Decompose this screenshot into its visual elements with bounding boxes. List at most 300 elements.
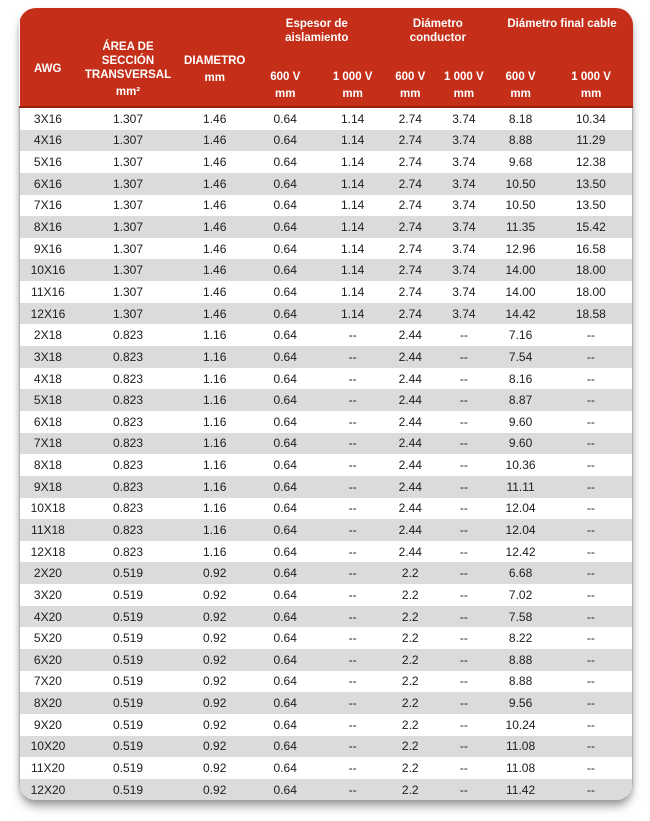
value-cell: 2.74 bbox=[384, 259, 436, 281]
value-cell: 2.74 bbox=[384, 173, 436, 195]
value-cell: 0.92 bbox=[180, 562, 249, 584]
group-header-espesor-aislamiento bbox=[249, 8, 384, 48]
value-cell: 6.68 bbox=[491, 562, 549, 584]
value-cell: -- bbox=[321, 562, 384, 584]
table-row bbox=[20, 692, 633, 714]
value-cell: 2.74 bbox=[384, 130, 436, 152]
awg-cell: 11X18 bbox=[20, 519, 76, 541]
value-cell: 1.16 bbox=[180, 346, 249, 368]
value-cell: 0.519 bbox=[76, 714, 180, 736]
value-cell: -- bbox=[436, 649, 491, 671]
value-cell: 2.74 bbox=[384, 303, 436, 325]
value-cell: 1.16 bbox=[180, 541, 249, 563]
table-row bbox=[20, 606, 633, 628]
awg-cell: 8X16 bbox=[20, 216, 76, 238]
value-cell: 1.307 bbox=[76, 259, 180, 281]
value-cell: 2.74 bbox=[384, 216, 436, 238]
value-cell: 0.64 bbox=[249, 433, 321, 455]
awg-cell: 5X18 bbox=[20, 389, 76, 411]
value-cell: -- bbox=[321, 368, 384, 390]
value-cell: 1.307 bbox=[76, 151, 180, 173]
value-cell: -- bbox=[436, 476, 491, 498]
value-cell: 0.64 bbox=[249, 324, 321, 346]
table-row bbox=[20, 736, 633, 758]
table-row bbox=[20, 151, 633, 173]
table-row bbox=[20, 779, 633, 800]
awg-cell: 12X16 bbox=[20, 303, 76, 325]
value-cell: -- bbox=[436, 541, 491, 563]
value-cell: -- bbox=[550, 541, 633, 563]
value-cell: 0.823 bbox=[76, 519, 180, 541]
table-row bbox=[20, 389, 633, 411]
value-cell: 1.14 bbox=[321, 238, 384, 260]
value-cell: 1.46 bbox=[180, 173, 249, 195]
col-header-area-label: ÁREA DE SECCIÓN TRANSVERSAL bbox=[84, 40, 172, 81]
value-cell: 8.18 bbox=[491, 107, 549, 130]
value-cell: 2.44 bbox=[384, 541, 436, 563]
value-cell: 0.64 bbox=[249, 498, 321, 520]
value-cell: 2.2 bbox=[384, 714, 436, 736]
value-cell: 0.64 bbox=[249, 627, 321, 649]
value-cell: 2.2 bbox=[384, 757, 436, 779]
value-cell: 3.74 bbox=[436, 259, 491, 281]
value-cell: 0.64 bbox=[249, 368, 321, 390]
value-cell: -- bbox=[550, 454, 633, 476]
value-cell: 11.08 bbox=[491, 736, 549, 758]
value-cell: 1.46 bbox=[180, 151, 249, 173]
value-cell: 0.64 bbox=[249, 519, 321, 541]
value-cell: 0.64 bbox=[249, 692, 321, 714]
value-cell: 11.08 bbox=[491, 757, 549, 779]
value-cell: -- bbox=[550, 433, 633, 455]
sub-header-espesor-600v: 600 V mm bbox=[249, 48, 321, 107]
value-cell: 2.2 bbox=[384, 692, 436, 714]
value-cell: 1.14 bbox=[321, 259, 384, 281]
value-cell: -- bbox=[321, 606, 384, 628]
value-cell: 2.44 bbox=[384, 389, 436, 411]
value-cell: -- bbox=[550, 519, 633, 541]
sub-header-final-1000v: 1 000 V mm bbox=[550, 48, 633, 107]
awg-cell: 10X16 bbox=[20, 259, 76, 281]
value-cell: 0.92 bbox=[180, 584, 249, 606]
value-cell: 15.42 bbox=[550, 216, 633, 238]
value-cell: 0.92 bbox=[180, 606, 249, 628]
table-row bbox=[20, 454, 633, 476]
value-cell: 0.64 bbox=[249, 389, 321, 411]
value-cell: -- bbox=[321, 519, 384, 541]
value-cell: 12.38 bbox=[550, 151, 633, 173]
value-cell: 2.74 bbox=[384, 151, 436, 173]
awg-cell: 8X18 bbox=[20, 454, 76, 476]
awg-cell: 5X16 bbox=[20, 151, 76, 173]
value-cell: 2.2 bbox=[384, 736, 436, 758]
awg-cell: 8X20 bbox=[20, 692, 76, 714]
value-cell: 1.14 bbox=[321, 173, 384, 195]
value-cell: 2.44 bbox=[384, 346, 436, 368]
value-cell: 9.56 bbox=[491, 692, 549, 714]
value-cell: 12.04 bbox=[491, 498, 549, 520]
value-cell: -- bbox=[321, 627, 384, 649]
value-cell: -- bbox=[436, 368, 491, 390]
value-cell: 0.64 bbox=[249, 584, 321, 606]
value-cell: 14.42 bbox=[491, 303, 549, 325]
awg-cell: 7X20 bbox=[20, 671, 76, 693]
value-cell: 1.16 bbox=[180, 433, 249, 455]
value-cell: 2.74 bbox=[384, 107, 436, 130]
value-cell: -- bbox=[436, 606, 491, 628]
table-row bbox=[20, 259, 633, 281]
value-cell: -- bbox=[550, 324, 633, 346]
value-cell: 0.64 bbox=[249, 454, 321, 476]
value-cell: 7.54 bbox=[491, 346, 549, 368]
value-cell: -- bbox=[550, 498, 633, 520]
value-cell: 2.44 bbox=[384, 454, 436, 476]
value-cell: -- bbox=[550, 692, 633, 714]
value-cell: 1.307 bbox=[76, 216, 180, 238]
value-cell: 1.16 bbox=[180, 519, 249, 541]
awg-cell: 2X18 bbox=[20, 324, 76, 346]
awg-cell: 2X20 bbox=[20, 562, 76, 584]
awg-cell: 9X16 bbox=[20, 238, 76, 260]
value-cell: 0.92 bbox=[180, 779, 249, 800]
value-cell: 0.823 bbox=[76, 346, 180, 368]
value-cell: -- bbox=[321, 324, 384, 346]
value-cell: 0.64 bbox=[249, 757, 321, 779]
value-cell: 0.519 bbox=[76, 627, 180, 649]
value-cell: -- bbox=[436, 562, 491, 584]
value-cell: 0.64 bbox=[249, 281, 321, 303]
sub-header-espesor-1000v: 1 000 V mm bbox=[321, 48, 384, 107]
col-header-diametro-unit: mm bbox=[204, 71, 225, 84]
value-cell: 2.74 bbox=[384, 195, 436, 217]
table-row bbox=[20, 541, 633, 563]
value-cell: 3.74 bbox=[436, 238, 491, 260]
table-row bbox=[20, 130, 633, 152]
value-cell: 0.64 bbox=[249, 238, 321, 260]
value-cell: 0.823 bbox=[76, 498, 180, 520]
value-cell: 11.42 bbox=[491, 779, 549, 800]
value-cell: 2.2 bbox=[384, 649, 436, 671]
value-cell: 3.74 bbox=[436, 173, 491, 195]
value-cell: 14.00 bbox=[491, 281, 549, 303]
value-cell: -- bbox=[321, 649, 384, 671]
value-cell: 1.14 bbox=[321, 151, 384, 173]
value-cell: 0.64 bbox=[249, 714, 321, 736]
value-cell: 0.519 bbox=[76, 736, 180, 758]
cable-spec-table bbox=[19, 8, 633, 800]
value-cell: 1.46 bbox=[180, 259, 249, 281]
table-header bbox=[20, 8, 633, 107]
value-cell: -- bbox=[436, 324, 491, 346]
value-cell: 1.46 bbox=[180, 130, 249, 152]
value-cell: 9.60 bbox=[491, 411, 549, 433]
value-cell: 1.307 bbox=[76, 173, 180, 195]
table-row bbox=[20, 107, 633, 130]
value-cell: 0.64 bbox=[249, 671, 321, 693]
value-cell: -- bbox=[550, 649, 633, 671]
value-cell: -- bbox=[321, 433, 384, 455]
value-cell: 3.74 bbox=[436, 195, 491, 217]
table-row bbox=[20, 584, 633, 606]
value-cell: 0.519 bbox=[76, 671, 180, 693]
value-cell: 3.74 bbox=[436, 281, 491, 303]
col-header-diametro bbox=[180, 8, 249, 107]
value-cell: 8.88 bbox=[491, 130, 549, 152]
value-cell: 0.823 bbox=[76, 454, 180, 476]
value-cell: 1.307 bbox=[76, 107, 180, 130]
value-cell: 0.92 bbox=[180, 692, 249, 714]
table-row bbox=[20, 433, 633, 455]
awg-cell: 6X16 bbox=[20, 173, 76, 195]
value-cell: -- bbox=[436, 346, 491, 368]
value-cell: 0.519 bbox=[76, 757, 180, 779]
value-cell: 2.2 bbox=[384, 606, 436, 628]
value-cell: 16.58 bbox=[550, 238, 633, 260]
value-cell: 12.96 bbox=[491, 238, 549, 260]
value-cell: -- bbox=[321, 454, 384, 476]
value-cell: -- bbox=[436, 692, 491, 714]
value-cell: 2.44 bbox=[384, 476, 436, 498]
col-header-area bbox=[76, 8, 180, 107]
value-cell: -- bbox=[436, 736, 491, 758]
value-cell: -- bbox=[321, 389, 384, 411]
table-row bbox=[20, 411, 633, 433]
value-cell: 1.307 bbox=[76, 303, 180, 325]
awg-cell: 12X18 bbox=[20, 541, 76, 563]
value-cell: 0.64 bbox=[249, 779, 321, 800]
value-cell: 1.307 bbox=[76, 195, 180, 217]
table-row bbox=[20, 238, 633, 260]
value-cell: 2.44 bbox=[384, 368, 436, 390]
value-cell: 0.519 bbox=[76, 562, 180, 584]
value-cell: 3.74 bbox=[436, 151, 491, 173]
value-cell: -- bbox=[550, 779, 633, 800]
col-header-awg-label: AWG bbox=[33, 63, 62, 75]
awg-cell: 7X18 bbox=[20, 433, 76, 455]
value-cell: -- bbox=[321, 714, 384, 736]
value-cell: 9.68 bbox=[491, 151, 549, 173]
value-cell: 0.64 bbox=[249, 346, 321, 368]
value-cell: -- bbox=[436, 433, 491, 455]
value-cell: -- bbox=[436, 454, 491, 476]
awg-cell: 12X20 bbox=[20, 779, 76, 800]
value-cell: 12.42 bbox=[491, 541, 549, 563]
value-cell: 1.14 bbox=[321, 107, 384, 130]
value-cell: 0.64 bbox=[249, 476, 321, 498]
value-cell: 0.519 bbox=[76, 584, 180, 606]
value-cell: -- bbox=[321, 498, 384, 520]
value-cell: 8.16 bbox=[491, 368, 549, 390]
value-cell: 1.16 bbox=[180, 368, 249, 390]
value-cell: 10.24 bbox=[491, 714, 549, 736]
value-cell: 0.64 bbox=[249, 562, 321, 584]
sub-header-conductor-600v: 600 V mm bbox=[384, 48, 436, 107]
value-cell: 0.823 bbox=[76, 476, 180, 498]
value-cell: 10.50 bbox=[491, 173, 549, 195]
value-cell: 11.11 bbox=[491, 476, 549, 498]
awg-cell: 6X18 bbox=[20, 411, 76, 433]
value-cell: 1.16 bbox=[180, 498, 249, 520]
value-cell: 0.64 bbox=[249, 151, 321, 173]
value-cell: 1.14 bbox=[321, 281, 384, 303]
value-cell: 13.50 bbox=[550, 173, 633, 195]
value-cell: 11.29 bbox=[550, 130, 633, 152]
value-cell: 1.307 bbox=[76, 238, 180, 260]
sub-header-final-600v: 600 V mm bbox=[491, 48, 549, 107]
value-cell: -- bbox=[436, 389, 491, 411]
value-cell: 1.46 bbox=[180, 107, 249, 130]
awg-cell: 3X20 bbox=[20, 584, 76, 606]
value-cell: 2.44 bbox=[384, 411, 436, 433]
awg-cell: 4X20 bbox=[20, 606, 76, 628]
value-cell: 2.44 bbox=[384, 433, 436, 455]
awg-cell: 4X18 bbox=[20, 368, 76, 390]
value-cell: 1.16 bbox=[180, 324, 249, 346]
awg-cell: 10X18 bbox=[20, 498, 76, 520]
value-cell: -- bbox=[550, 714, 633, 736]
value-cell: 0.64 bbox=[249, 736, 321, 758]
value-cell: 0.823 bbox=[76, 324, 180, 346]
value-cell: 11.35 bbox=[491, 216, 549, 238]
value-cell: -- bbox=[550, 671, 633, 693]
value-cell: 18.00 bbox=[550, 259, 633, 281]
table-row bbox=[20, 562, 633, 584]
value-cell: 10.36 bbox=[491, 454, 549, 476]
value-cell: 0.92 bbox=[180, 757, 249, 779]
value-cell: 0.92 bbox=[180, 714, 249, 736]
table-row bbox=[20, 281, 633, 303]
value-cell: 0.64 bbox=[249, 107, 321, 130]
value-cell: 0.92 bbox=[180, 671, 249, 693]
value-cell: 0.823 bbox=[76, 541, 180, 563]
value-cell: 7.58 bbox=[491, 606, 549, 628]
value-cell: 3.74 bbox=[436, 303, 491, 325]
col-header-awg bbox=[20, 8, 76, 107]
group-header-diametro-conductor bbox=[384, 8, 491, 48]
value-cell: -- bbox=[436, 627, 491, 649]
value-cell: -- bbox=[321, 671, 384, 693]
table-row bbox=[20, 195, 633, 217]
value-cell: -- bbox=[436, 671, 491, 693]
value-cell: 1.14 bbox=[321, 216, 384, 238]
col-header-diametro-label: DIAMETRO bbox=[184, 54, 246, 67]
table-row bbox=[20, 714, 633, 736]
value-cell: -- bbox=[321, 346, 384, 368]
value-cell: 0.519 bbox=[76, 649, 180, 671]
value-cell: 0.92 bbox=[180, 736, 249, 758]
value-cell: -- bbox=[550, 757, 633, 779]
awg-cell: 7X16 bbox=[20, 195, 76, 217]
value-cell: 8.87 bbox=[491, 389, 549, 411]
table-row bbox=[20, 757, 633, 779]
value-cell: -- bbox=[321, 476, 384, 498]
group-header-diametro-final-cable bbox=[491, 8, 632, 48]
value-cell: 0.92 bbox=[180, 649, 249, 671]
value-cell: 1.14 bbox=[321, 195, 384, 217]
value-cell: 1.46 bbox=[180, 281, 249, 303]
value-cell: -- bbox=[550, 606, 633, 628]
value-cell: 1.46 bbox=[180, 195, 249, 217]
value-cell: 2.2 bbox=[384, 627, 436, 649]
value-cell: -- bbox=[436, 498, 491, 520]
awg-cell: 11X20 bbox=[20, 757, 76, 779]
value-cell: 3.74 bbox=[436, 107, 491, 130]
value-cell: -- bbox=[550, 627, 633, 649]
value-cell: 7.02 bbox=[491, 584, 549, 606]
value-cell: 0.64 bbox=[249, 541, 321, 563]
value-cell: -- bbox=[436, 411, 491, 433]
value-cell: -- bbox=[436, 757, 491, 779]
value-cell: -- bbox=[550, 389, 633, 411]
table-row bbox=[20, 649, 633, 671]
value-cell: 1.16 bbox=[180, 454, 249, 476]
value-cell: 0.823 bbox=[76, 433, 180, 455]
value-cell: -- bbox=[321, 411, 384, 433]
table-row bbox=[20, 476, 633, 498]
table-row bbox=[20, 498, 633, 520]
value-cell: 18.58 bbox=[550, 303, 633, 325]
value-cell: 2.2 bbox=[384, 671, 436, 693]
value-cell: 14.00 bbox=[491, 259, 549, 281]
awg-cell: 9X18 bbox=[20, 476, 76, 498]
value-cell: -- bbox=[550, 476, 633, 498]
value-cell: 0.823 bbox=[76, 368, 180, 390]
table-row bbox=[20, 324, 633, 346]
value-cell: 13.50 bbox=[550, 195, 633, 217]
value-cell: -- bbox=[550, 346, 633, 368]
value-cell: 1.307 bbox=[76, 281, 180, 303]
table-row bbox=[20, 671, 633, 693]
sub-header-conductor-1000v: 1 000 V mm bbox=[436, 48, 491, 107]
value-cell: 0.64 bbox=[249, 411, 321, 433]
awg-cell: 6X20 bbox=[20, 649, 76, 671]
value-cell: 0.64 bbox=[249, 259, 321, 281]
value-cell: -- bbox=[321, 541, 384, 563]
value-cell: -- bbox=[321, 584, 384, 606]
value-cell: 8.88 bbox=[491, 671, 549, 693]
value-cell: 0.519 bbox=[76, 779, 180, 800]
value-cell: -- bbox=[436, 714, 491, 736]
value-cell: -- bbox=[436, 519, 491, 541]
value-cell: 1.46 bbox=[180, 238, 249, 260]
value-cell: 0.823 bbox=[76, 411, 180, 433]
value-cell: 8.22 bbox=[491, 627, 549, 649]
value-cell: -- bbox=[550, 562, 633, 584]
value-cell: 7.16 bbox=[491, 324, 549, 346]
value-cell: 0.519 bbox=[76, 606, 180, 628]
table-row bbox=[20, 303, 633, 325]
value-cell: 2.74 bbox=[384, 238, 436, 260]
value-cell: 0.64 bbox=[249, 649, 321, 671]
value-cell: -- bbox=[550, 411, 633, 433]
value-cell: 0.64 bbox=[249, 173, 321, 195]
awg-cell: 9X20 bbox=[20, 714, 76, 736]
awg-cell: 5X20 bbox=[20, 627, 76, 649]
value-cell: 2.2 bbox=[384, 584, 436, 606]
value-cell: 1.46 bbox=[180, 216, 249, 238]
value-cell: 3.74 bbox=[436, 216, 491, 238]
value-cell: 1.16 bbox=[180, 389, 249, 411]
group-header-conductor-label: Diámetro conductor bbox=[409, 18, 466, 44]
awg-cell: 3X16 bbox=[20, 107, 76, 130]
value-cell: 0.64 bbox=[249, 195, 321, 217]
value-cell: 3.74 bbox=[436, 130, 491, 152]
awg-cell: 3X18 bbox=[20, 346, 76, 368]
value-cell: 0.64 bbox=[249, 303, 321, 325]
value-cell: 1.14 bbox=[321, 303, 384, 325]
table-row bbox=[20, 627, 633, 649]
value-cell: -- bbox=[550, 584, 633, 606]
